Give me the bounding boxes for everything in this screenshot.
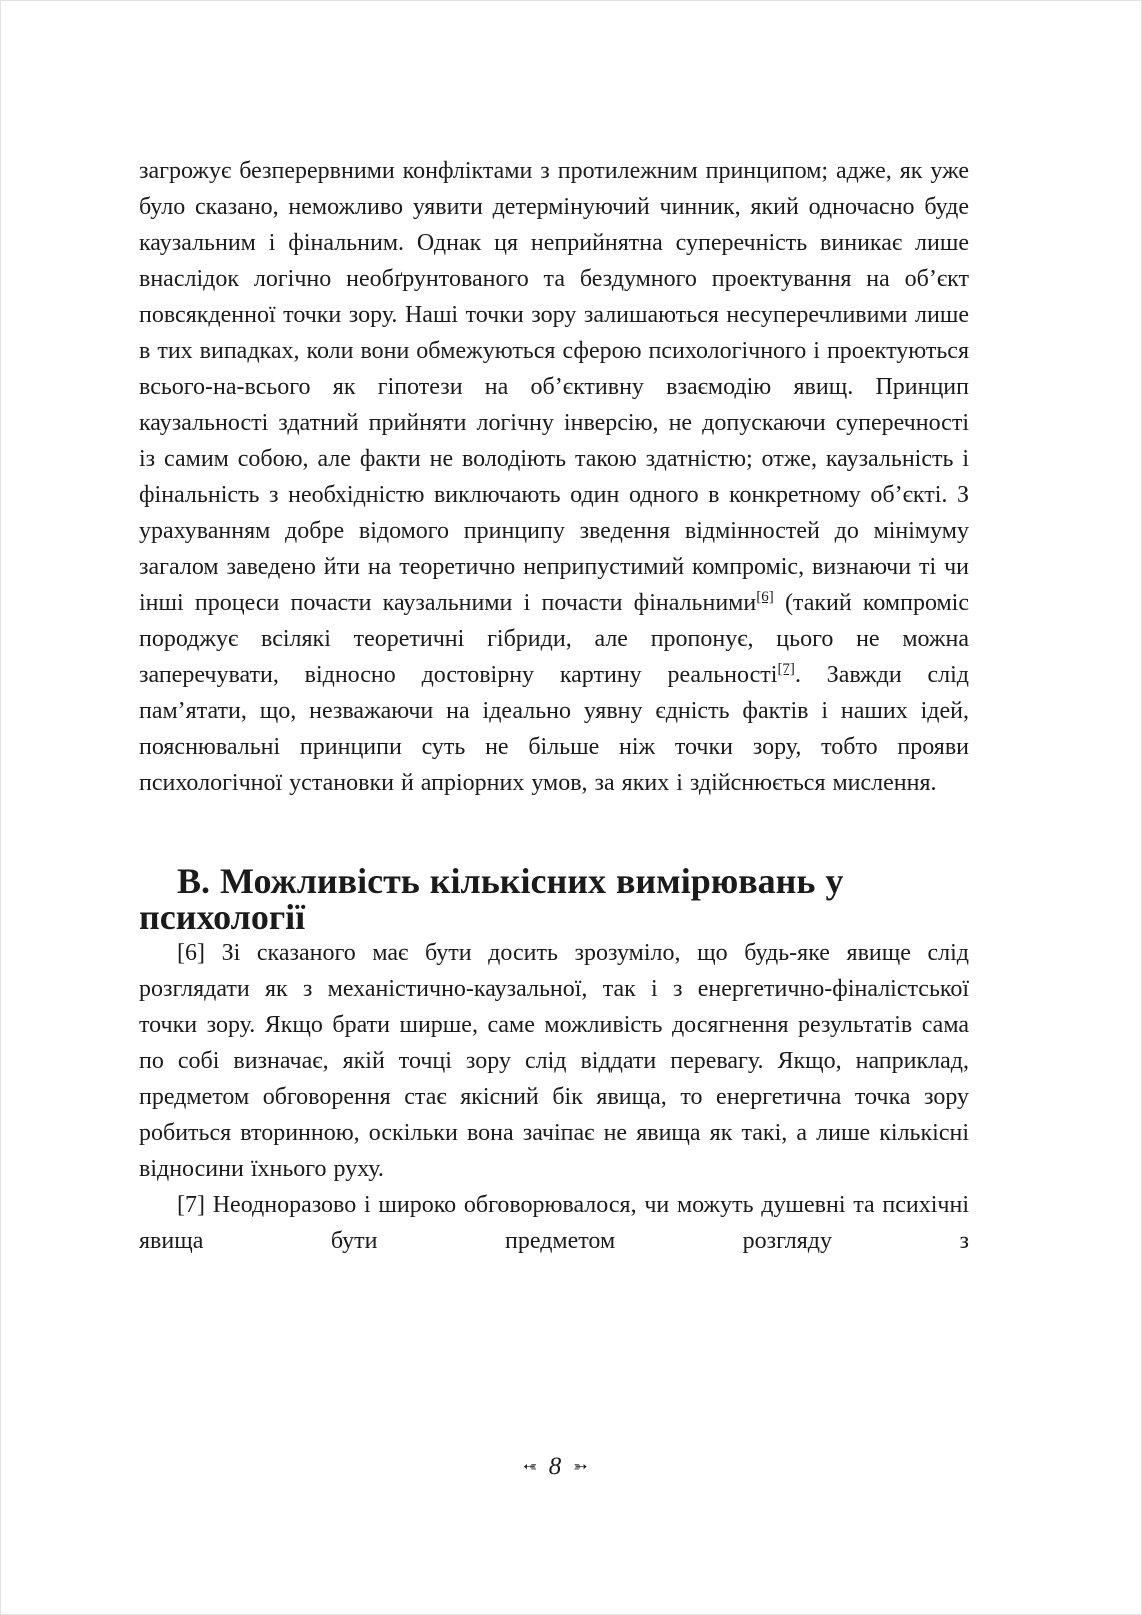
footer-ornament-left-icon: ➳: [522, 1457, 537, 1477]
page-footer: [139, 1449, 971, 1485]
paragraph-text: (такий компроміс породжує всілякі теоретичні гібриди, але пропонує, цього не можна заперечувати, відносно достовірну картину реальності: [139, 590, 969, 688]
footnote-ref-6[interactable]: [6]: [756, 589, 774, 605]
paragraph-7: [7] Неодноразово і широко обговорювалося, чи можуть душевні та психічні явища бути предметом розгляду з: [139, 1192, 969, 1254]
footnote-ref-7[interactable]: [7]: [777, 661, 795, 677]
page-number: 8: [548, 1453, 562, 1480]
paragraph-text: . Завжди слід пам’ятати, що, незважаючи на ідеально уявну єдність фактів і наших ідей, пояснювальні принципи суть не більше ніж точки зору, тобто прояви психологічної установки й апріорних умов, за яких і здійснюється мислення.: [139, 662, 969, 796]
paragraph-text: загрожує безперервними конфліктами з протилежним принципом; адже, як уже було сказано, неможливо уявити детермінуючий чинник, який одночасно буде каузальним і фінальним. Однак ця неприйнятна суперечність виникає лише внаслідок логічно необґрунтованого та бездумного проектування на об’єкт повсякденної точки зору. Наші точки зору залишаються несуперечливими лише в тих випадках, коли вони обмежуються сферою психологічного і проектуються всього-на-всього як гіпотези на об’єктивну взаємодію явищ. Принцип каузальності здатний прийняти логічну інверсію, не допускаючи суперечності із самим собою, але факти не володіють такою здатністю; отже, каузальність і фінальність з необхідністю виключають один одного в конкретному об’єкті. З урахуванням добре відомого принципу зведення відмінностей до мінімуму загалом заведено йти на теоретично неприпустимий компроміс, визнаючи ті чи інші процеси почасти каузальними і почасти фінальними: [139, 158, 969, 616]
section-heading: В. Можливість кількісних вимірювань у психології: [139, 861, 844, 937]
paragraph-6: [6] Зі сказаного має бути досить зрозуміло, що будь-яке явище слід розглядати як з механістично-каузальної, так і з енергетично-фіналістської точки зору. Якщо брати ширше, саме можливість досягнення результатів сама по собі визначає, якій точці зору слід віддати перевагу. Якщо, наприклад, предметом обговорення стає якісний бік явища, то енергетична точка зору робиться вторинною, оскільки вона зачіпає не явища як такі, а лише кількісні відносини їхнього руху.: [139, 940, 969, 1182]
paragraph-continuation: [139, 153, 969, 801]
footer-ornament-right-icon: ➳: [573, 1457, 588, 1477]
